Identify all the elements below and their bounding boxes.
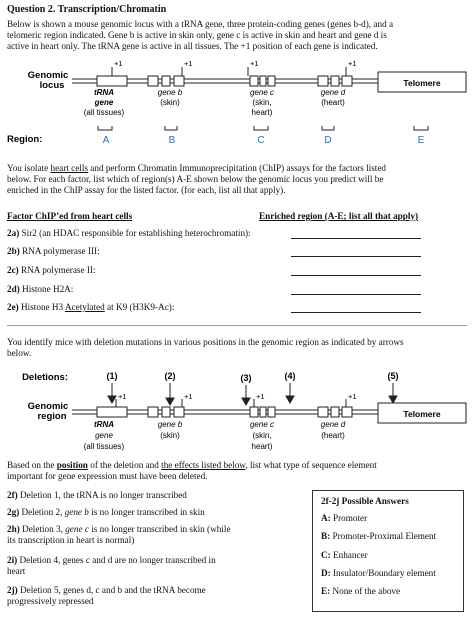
gene-d-tissue: (heart) — [321, 431, 345, 440]
svg-text:+1: +1 — [184, 59, 193, 68]
deletion-arrow — [242, 385, 250, 405]
trna-gene-box — [97, 407, 127, 417]
genomic-locus-diagram — [0, 58, 474, 150]
region-letter-c: C — [257, 135, 265, 146]
tss-marker — [116, 392, 127, 407]
svg-text:+1: +1 — [256, 392, 265, 401]
answer-blank[interactable] — [291, 293, 421, 295]
based-paragraph: Based on the position of the deletion and the effects listed below, list what type of sequence element important for gene expression must have been deleted. — [7, 460, 377, 482]
gene-d-exon — [318, 407, 328, 417]
gene-b-exon — [162, 407, 170, 417]
answer-option: B: Promoter-Proximal Element — [321, 531, 437, 542]
deletion-arrow — [108, 383, 116, 403]
trna-label: gene — [94, 98, 114, 107]
answer-blank[interactable] — [291, 311, 421, 313]
answer-option: C: Enhancer — [321, 549, 368, 560]
gene-c-label: gene c — [249, 88, 275, 97]
intro-paragraph: Below is shown a mouse genomic locus with a tRNA gene, three protein-coding genes (genes b-d), and a telomeric region indicated. Gene b is active in skin only, gene c is active in skin and heart and gene d is active in heart only. The tRNA gene is active in all tissues. The +1 position of each gene is indicated. — [7, 19, 394, 52]
gene-b-label: gene b — [157, 420, 183, 429]
svg-text:+1: +1 — [250, 59, 259, 68]
region-letter-d: D — [324, 135, 332, 146]
region-bracket — [165, 126, 177, 130]
deletion-2-label: (2) — [164, 371, 176, 381]
gene-d-exon — [342, 76, 352, 86]
locus-label: locus — [39, 80, 65, 91]
gene-c-exon — [268, 407, 275, 417]
gene-c-label: gene c — [249, 420, 275, 429]
region-label: region — [37, 411, 67, 422]
gene-c-tissue: heart) — [251, 108, 273, 117]
locus-label: Genomic — [27, 70, 69, 81]
possible-answers-box — [312, 490, 464, 612]
question-2h: 2h) Deletion 3, gene c is no longer transcribed in skin (while its transcription in heart is normal) — [7, 524, 231, 546]
answer-blank[interactable] — [291, 255, 421, 257]
gene-d-exon — [331, 76, 339, 86]
chip-paragraph: You isolate heart cells and perform Chromatin Immunoprecipitation (ChIP) assays for the factors listed below. For each factor, list which of region(s) A-E shown below the genomic locus you predict will be enriched in the ChIP assay for the listed factor. (for each, list all that apply). — [7, 163, 386, 196]
tss-marker — [346, 59, 357, 76]
col-header-region: Enriched region (A-E; list all that apply) — [259, 211, 419, 221]
svg-text:+1: +1 — [114, 59, 123, 68]
gene-b-tissue: (skin) — [160, 98, 180, 107]
tss-marker — [346, 392, 357, 407]
gene-c-exon — [268, 76, 275, 86]
trna-tissue: (all tissues) — [83, 442, 125, 451]
deletion-diagram — [0, 366, 474, 456]
section-divider — [7, 325, 467, 326]
trna-gene-box — [97, 76, 127, 86]
gene-b-exon — [148, 76, 158, 86]
region-bracket — [254, 126, 268, 130]
answer-blank[interactable] — [291, 237, 421, 239]
svg-text:+1: +1 — [184, 392, 193, 401]
deletions-label: Deletions: — [22, 372, 68, 383]
deletion-arrow — [166, 383, 174, 405]
gene-c-exon — [250, 407, 258, 417]
gene-b-exon — [148, 407, 158, 417]
deletion-intro: You identify mice with deletion mutations in various positions in the genomic region as indicated by arrows below. — [7, 337, 404, 359]
region-label: Region: — [7, 134, 43, 145]
question-2g: 2g) Deletion 2, gene b is no longer transcribed in skin — [7, 507, 205, 517]
col-header-factor: Factor ChIP’ed from heart cells — [7, 211, 133, 221]
answer-option: D: Insulator/Boundary element — [321, 567, 436, 578]
question-title: Question 2. Transcription/Chromatin — [7, 4, 167, 15]
deletion-1-label: (1) — [106, 371, 118, 381]
question-2e: 2e) Histone H3 Acetylated at K9 (H3K9-Ac): — [7, 302, 467, 313]
gene-c-exon — [260, 76, 266, 86]
tss-marker — [182, 59, 193, 76]
region-letter-a: A — [102, 135, 110, 146]
gene-d-tissue: (heart) — [321, 98, 345, 107]
telomere-label: Telomere — [403, 409, 441, 419]
trna-label: tRNA — [94, 420, 114, 429]
answer-blank[interactable] — [291, 274, 421, 276]
gene-c-tissue: (skin, — [252, 98, 272, 107]
deletion-5-label: (5) — [387, 371, 399, 381]
tss-marker — [112, 59, 123, 76]
gene-d-label: gene d — [320, 420, 346, 429]
answer-option: A: Promoter — [321, 513, 368, 524]
region-bracket — [98, 126, 112, 130]
gene-d-label: gene d — [320, 88, 346, 97]
question-2a: 2a) Sir2 (an HDAC responsible for establishing heterochromatin): — [7, 228, 467, 239]
deletion-arrow — [286, 383, 294, 403]
question-2i: 2i) Deletion 4, genes c and d are no longer transcribed in heart — [7, 555, 216, 577]
region-label: Genomic — [27, 401, 69, 412]
answers-title: 2f-2j Possible Answers — [321, 496, 409, 506]
region-letter-e: E — [417, 135, 425, 146]
svg-text:+1: +1 — [118, 392, 127, 401]
tss-marker — [182, 392, 193, 407]
svg-text:+1: +1 — [348, 392, 357, 401]
region-letter-b: B — [168, 135, 176, 146]
question-2f: 2f) Deletion 1, the tRNA is no longer transcribed — [7, 490, 187, 500]
question-2c: 2c) RNA polymerase II: — [7, 265, 467, 276]
region-bracket — [322, 126, 334, 130]
trna-label: gene — [95, 431, 113, 440]
trna-label: tRNA — [94, 88, 114, 97]
deletion-4-label: (4) — [284, 371, 296, 381]
tss-marker — [254, 392, 265, 407]
question-2b: 2b) RNA polymerase III: — [7, 246, 467, 257]
svg-text:+1: +1 — [348, 59, 357, 68]
gene-b-exon — [174, 407, 184, 417]
gene-c-tissue: heart) — [251, 442, 273, 451]
deletion-arrow — [389, 383, 397, 403]
question-2d: 2d) Histone H2A: — [7, 284, 467, 295]
gene-b-tissue: (skin) — [160, 431, 180, 440]
gene-c-exon — [250, 76, 258, 86]
gene-d-exon — [331, 407, 339, 417]
gene-d-exon — [318, 76, 328, 86]
gene-d-exon — [342, 407, 352, 417]
question-2j: 2j) Deletion 5, genes d, c and b and the tRNA become progressively repressed — [7, 585, 206, 607]
telomere-label: Telomere — [403, 78, 441, 88]
gene-b-label: gene b — [157, 88, 183, 97]
tss-marker — [248, 59, 259, 76]
gene-c-exon — [260, 407, 266, 417]
deletion-3-label: (3) — [240, 373, 252, 383]
answer-option: E: None of the above — [321, 586, 401, 597]
gene-c-tissue: (skin, — [252, 431, 272, 440]
gene-b-exon — [174, 76, 184, 86]
gene-b-exon — [162, 76, 170, 86]
region-bracket — [414, 126, 428, 130]
trna-tissue: (all tissues) — [83, 108, 125, 117]
